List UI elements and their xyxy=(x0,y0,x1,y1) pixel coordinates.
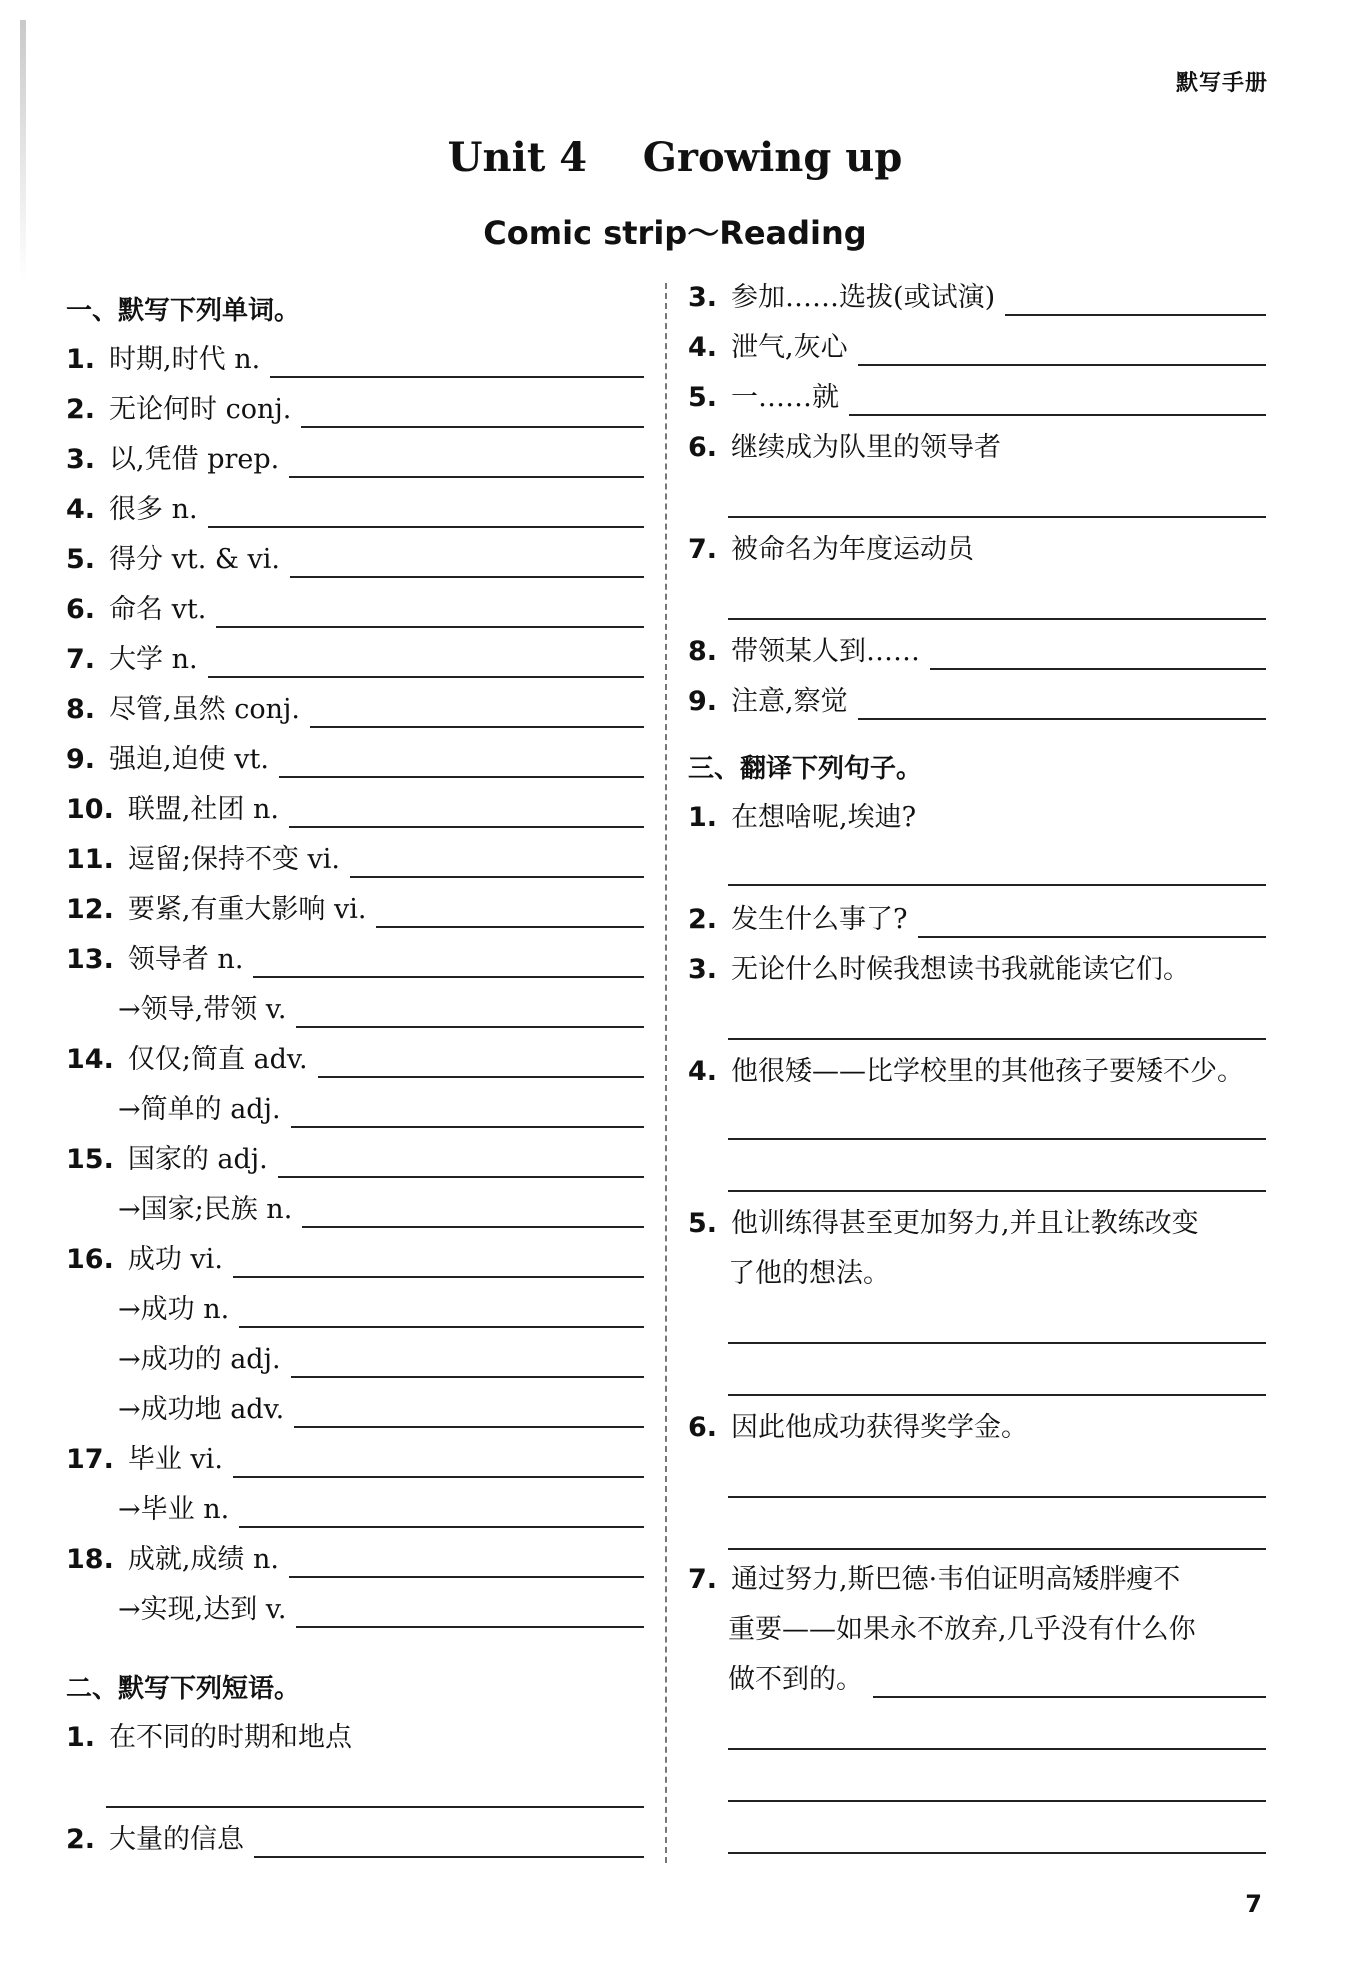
sentence-row xyxy=(688,902,1266,938)
sentence-row xyxy=(688,1410,1266,1446)
word-row xyxy=(66,392,644,428)
answer-line[interactable] xyxy=(289,1546,644,1578)
item-prompt: 领导者 n. xyxy=(127,944,244,975)
item-prompt: 命名 vt. xyxy=(109,594,207,625)
word-row xyxy=(66,642,644,678)
sentence-row xyxy=(688,1612,1266,1648)
item-number: 8. xyxy=(66,694,96,725)
item-number: 9. xyxy=(688,686,718,717)
answer-line[interactable] xyxy=(310,696,644,728)
section-heading-sentences: 三、翻译下列句子。 xyxy=(688,754,923,784)
answer-line[interactable] xyxy=(279,746,644,778)
item-number: 2. xyxy=(66,1824,96,1855)
item-prompt: 被命名为年度运动员 xyxy=(731,534,975,565)
item-prompt: 尽管,虽然 conj. xyxy=(109,694,300,725)
item-prompt: 大学 n. xyxy=(109,644,198,675)
item-number: 5. xyxy=(688,1208,718,1239)
item-number: 3. xyxy=(66,444,96,475)
item-number: 1. xyxy=(66,344,96,375)
word-row xyxy=(66,1042,644,1078)
answer-line[interactable] xyxy=(728,618,1266,620)
item-number: 6. xyxy=(688,432,718,463)
item-prompt: 时期,时代 n. xyxy=(109,344,261,375)
answer-line[interactable] xyxy=(270,346,644,378)
word-row xyxy=(66,592,644,628)
phrase-row xyxy=(688,280,1266,316)
item-prompt: →成功地 adv. xyxy=(118,1394,285,1425)
item-prompt: →成功的 adj. xyxy=(118,1344,281,1375)
item-number: 5. xyxy=(66,544,96,575)
item-number: 9. xyxy=(66,744,96,775)
item-prompt: 注意,察觉 xyxy=(731,686,848,717)
item-number: 8. xyxy=(688,636,718,667)
item-prompt: 一……就 xyxy=(731,382,840,413)
word-row xyxy=(66,1592,644,1628)
answer-line[interactable] xyxy=(294,1396,644,1428)
answer-line[interactable] xyxy=(233,1246,644,1278)
answer-line[interactable] xyxy=(291,1096,644,1128)
word-row xyxy=(66,742,644,778)
item-number: 16. xyxy=(66,1244,114,1275)
answer-line[interactable] xyxy=(849,384,1266,416)
item-number: 17. xyxy=(66,1444,114,1475)
item-prompt: 仅仅;简直 adv. xyxy=(127,1044,308,1075)
item-number: 7. xyxy=(688,534,718,565)
answer-line[interactable] xyxy=(253,946,644,978)
answer-line[interactable] xyxy=(728,1496,1266,1498)
answer-line[interactable] xyxy=(296,996,644,1028)
phrase-row xyxy=(688,532,1266,568)
item-number: 3. xyxy=(688,282,718,313)
answer-line[interactable] xyxy=(318,1046,644,1078)
item-prompt: →毕业 n. xyxy=(118,1494,230,1525)
word-row xyxy=(66,892,644,928)
item-prompt: 强迫,迫使 vt. xyxy=(109,744,269,775)
item-number: 10. xyxy=(66,794,114,825)
answer-line[interactable] xyxy=(296,1596,644,1628)
item-number: 4. xyxy=(66,494,96,525)
sentence-row xyxy=(688,1054,1266,1090)
item-number: 6. xyxy=(688,1412,718,1443)
sentence-row xyxy=(688,1562,1266,1598)
word-row xyxy=(66,1442,644,1478)
sentence-row xyxy=(688,952,1266,988)
answer-line[interactable] xyxy=(239,1296,644,1328)
word-row xyxy=(66,1142,644,1178)
answer-line[interactable] xyxy=(239,1496,644,1528)
answer-line[interactable] xyxy=(873,1666,1266,1698)
word-row xyxy=(66,1492,644,1528)
item-number: 7. xyxy=(66,644,96,675)
word-row xyxy=(66,492,644,528)
sentence-row xyxy=(688,1206,1266,1242)
answer-line[interactable] xyxy=(376,896,644,928)
sentence-row xyxy=(688,800,1266,836)
item-prompt: 他训练得甚至更加努力,并且让教练改变 xyxy=(731,1208,1199,1239)
word-row xyxy=(66,1292,644,1328)
item-number: 6. xyxy=(66,594,96,625)
item-number: 15. xyxy=(66,1144,114,1175)
word-row xyxy=(66,792,644,828)
phrase-row xyxy=(688,634,1266,670)
sentence-row xyxy=(688,1662,1266,1698)
section-heading-words: 一、默写下列单词。 xyxy=(66,296,301,326)
item-prompt: 国家的 adj. xyxy=(127,1144,268,1175)
word-row xyxy=(66,942,644,978)
item-number: 4. xyxy=(688,1056,718,1087)
answer-line[interactable] xyxy=(254,1826,644,1858)
item-number: 7. xyxy=(688,1564,718,1595)
answer-line[interactable] xyxy=(350,846,644,878)
answer-line[interactable] xyxy=(858,334,1266,366)
item-prompt: 得分 vt. & vi. xyxy=(109,544,280,575)
answer-line[interactable] xyxy=(728,1800,1266,1802)
item-prompt: 发生什么事了? xyxy=(731,904,908,935)
item-prompt: 做不到的。 xyxy=(728,1664,863,1695)
answer-line[interactable] xyxy=(233,1446,644,1478)
item-number: 2. xyxy=(66,394,96,425)
word-row xyxy=(66,1092,644,1128)
item-prompt: 很多 n. xyxy=(109,494,198,525)
answer-line[interactable] xyxy=(728,884,1266,886)
answer-line[interactable] xyxy=(278,1146,644,1178)
word-row xyxy=(66,1192,644,1228)
answer-line[interactable] xyxy=(728,1394,1266,1396)
item-prompt: →成功 n. xyxy=(118,1294,230,1325)
answer-line[interactable] xyxy=(289,796,644,828)
answer-line[interactable] xyxy=(918,906,1266,938)
answer-line[interactable] xyxy=(291,1346,644,1378)
item-prompt: 参加……选拔(或试演) xyxy=(731,282,996,313)
answer-line[interactable] xyxy=(728,1548,1266,1550)
item-number: 4. xyxy=(688,332,718,363)
item-prompt: →领导,带领 v. xyxy=(118,994,287,1025)
answer-line[interactable] xyxy=(208,646,644,678)
phrase-row xyxy=(688,430,1266,466)
answer-line[interactable] xyxy=(728,1852,1266,1854)
word-row xyxy=(66,542,644,578)
item-number: 12. xyxy=(66,894,114,925)
header-tag: 默写手册 xyxy=(1175,71,1268,96)
item-prompt: 成功 vi. xyxy=(127,1244,223,1275)
page-number: 7 xyxy=(1245,1890,1262,1918)
phrase-row xyxy=(688,330,1266,366)
answer-line[interactable] xyxy=(290,546,644,578)
phrase-row xyxy=(66,1720,644,1756)
answer-line[interactable] xyxy=(301,396,644,428)
answer-line[interactable] xyxy=(728,1138,1266,1140)
item-prompt: 他很矮——比学校里的其他孩子要矮不少。 xyxy=(731,1056,1245,1087)
item-number: 5. xyxy=(688,382,718,413)
word-row xyxy=(66,342,644,378)
item-number: 13. xyxy=(66,944,114,975)
item-prompt: 通过努力,斯巴德·韦伯证明高矮胖瘦不 xyxy=(731,1564,1181,1595)
answer-line[interactable] xyxy=(728,1190,1266,1192)
item-number: 3. xyxy=(688,954,718,985)
item-prompt: 因此他成功获得奖学金。 xyxy=(731,1412,1029,1443)
answer-line[interactable] xyxy=(858,688,1266,720)
column-divider xyxy=(665,283,667,1863)
answer-line[interactable] xyxy=(930,638,1266,670)
item-number: 11. xyxy=(66,844,114,875)
sentence-row xyxy=(688,1256,1266,1292)
item-prompt: 要紧,有重大影响 vi. xyxy=(127,894,367,925)
item-prompt: 联盟,社团 n. xyxy=(127,794,279,825)
answer-line[interactable] xyxy=(728,1342,1266,1344)
answer-line[interactable] xyxy=(728,1038,1266,1040)
item-prompt: →简单的 adj. xyxy=(118,1094,281,1125)
item-number: 14. xyxy=(66,1044,114,1075)
word-row xyxy=(66,1242,644,1278)
item-prompt: →国家;民族 n. xyxy=(118,1194,293,1225)
item-prompt: 在不同的时期和地点 xyxy=(109,1722,353,1753)
phrase-row xyxy=(688,684,1266,720)
page-title: Unit 4 Growing up xyxy=(447,134,903,181)
item-prompt: 在想啥呢,埃迪? xyxy=(731,802,917,833)
answer-line[interactable] xyxy=(216,596,644,628)
phrase-row xyxy=(66,1822,644,1858)
word-row xyxy=(66,1542,644,1578)
item-prompt: 无论什么时候我想读书我就能读它们。 xyxy=(731,954,1191,985)
phrase-row xyxy=(688,380,1266,416)
item-number: 1. xyxy=(66,1722,96,1753)
item-prompt: 无论何时 conj. xyxy=(109,394,292,425)
item-prompt: →实现,达到 v. xyxy=(118,1594,287,1625)
item-prompt: 了他的想法。 xyxy=(728,1258,890,1289)
item-prompt: 泄气,灰心 xyxy=(731,332,848,363)
section-heading-phrases: 二、默写下列短语。 xyxy=(66,1674,301,1704)
answer-line[interactable] xyxy=(1005,284,1266,316)
word-row xyxy=(66,442,644,478)
answer-line[interactable] xyxy=(208,496,644,528)
word-row xyxy=(66,1342,644,1378)
answer-line[interactable] xyxy=(106,1806,644,1808)
item-prompt: 带领某人到…… xyxy=(731,636,921,667)
page-subtitle: Comic strip～Reading xyxy=(483,214,867,252)
item-prompt: 大量的信息 xyxy=(109,1824,245,1855)
answer-line[interactable] xyxy=(728,1748,1266,1750)
item-number: 2. xyxy=(688,904,718,935)
word-row xyxy=(66,992,644,1028)
item-prompt: 以,凭借 prep. xyxy=(109,444,280,475)
answer-line[interactable] xyxy=(289,446,644,478)
word-row xyxy=(66,842,644,878)
item-number: 1. xyxy=(688,802,718,833)
item-prompt: 成就,成绩 n. xyxy=(127,1544,279,1575)
item-prompt: 逗留;保持不变 vi. xyxy=(127,844,340,875)
word-row xyxy=(66,1392,644,1428)
word-row xyxy=(66,692,644,728)
item-prompt: 重要——如果永不放弃,几乎没有什么你 xyxy=(728,1614,1196,1645)
item-prompt: 继续成为队里的领导者 xyxy=(731,432,1002,463)
answer-line[interactable] xyxy=(728,516,1266,518)
answer-line[interactable] xyxy=(302,1196,644,1228)
item-prompt: 毕业 vi. xyxy=(127,1444,223,1475)
item-number: 18. xyxy=(66,1544,114,1575)
